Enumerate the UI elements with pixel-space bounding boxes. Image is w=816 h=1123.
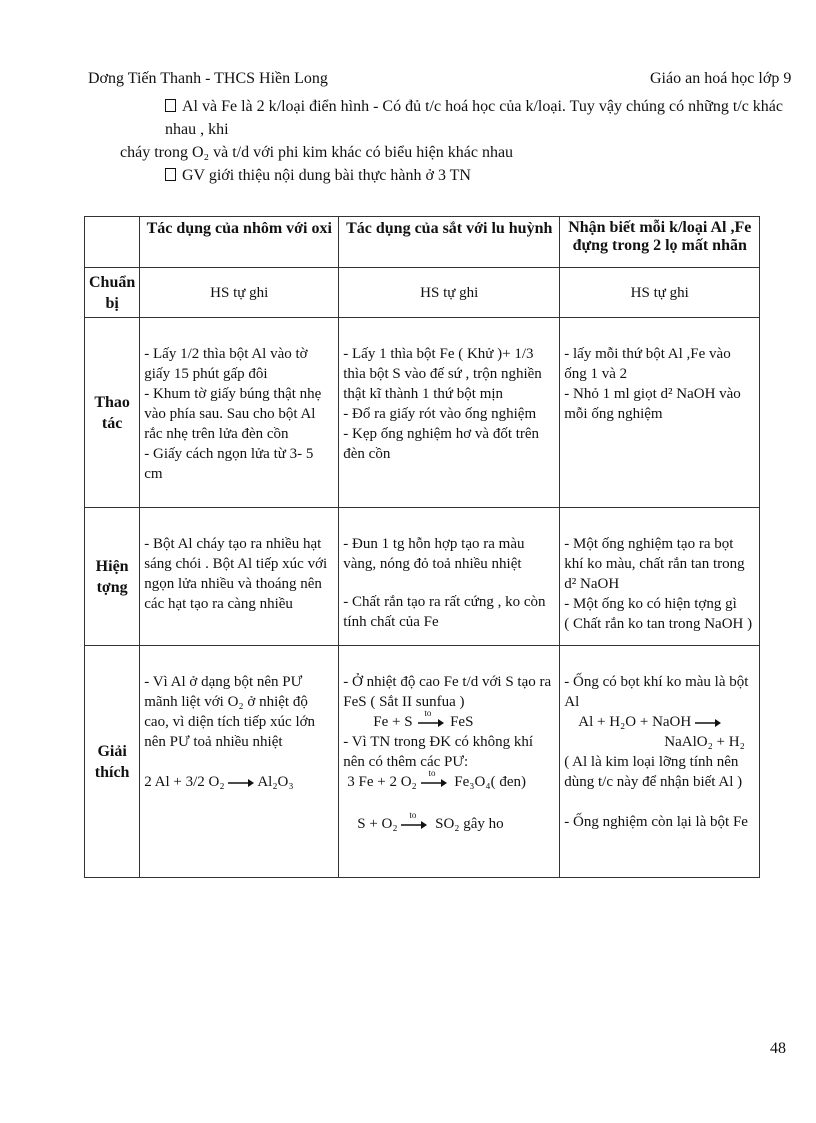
equation xyxy=(144,772,334,792)
cell-line: - Một ống nghiệm tạo ra bọt khí ko màu, chất rắn tan trong d² NaOH xyxy=(564,536,745,592)
eq-cond: to xyxy=(428,768,436,778)
cell-line: - Lấy 1 thìa bột Fe ( Khử )+ 1/3 thìa bột S vào đế sứ , trộn nghiền thật kĩ thành 1 thứ bột mịn xyxy=(343,346,542,402)
table-cell xyxy=(560,508,760,646)
cell-line: - Một ống ko có hiện tợng gì xyxy=(564,596,737,612)
table-cell xyxy=(560,646,760,878)
checkbox-bullet-icon xyxy=(165,99,176,112)
cell-line: ( Chất rắn ko tan trong NaOH ) xyxy=(564,616,753,632)
cell-line: - Lấy 1/2 thìa bột Al vào tờ giấy 15 phút gấp đôi xyxy=(144,346,308,382)
cell-line: - Vì TN trong ĐK có không khí nên có thêm các PƯ: xyxy=(343,734,534,770)
table-cell xyxy=(560,318,760,508)
intro xyxy=(120,95,800,187)
equation xyxy=(343,810,555,834)
eq-cond: to xyxy=(409,810,417,820)
cell-line: - Đổ ra giấy rót vào ống nghiệm xyxy=(343,406,537,422)
reaction-arrow-icon xyxy=(228,778,254,788)
table-row-prep xyxy=(85,268,760,318)
table-cell xyxy=(339,318,560,508)
eq-lhs: Fe + S xyxy=(373,714,413,730)
table-header-row xyxy=(85,217,760,268)
header-empty-cell xyxy=(85,217,140,268)
table-cell xyxy=(339,508,560,646)
lab-table xyxy=(84,216,760,878)
row-label: Thao tác xyxy=(85,318,140,508)
table-cell: HS tự ghi xyxy=(140,268,339,318)
col-header: Nhận biết mỗi k/loại Al ,Fe đựng trong 2 lọ mất nhãn xyxy=(560,217,760,268)
cell-line: - lấy mỗi thứ bột Al ,Fe vào ống 1 và 2 xyxy=(564,346,731,382)
table-cell: HS tự ghi xyxy=(560,268,760,318)
cell-line: - Bột Al cháy tạo ra nhiều hạt sáng chói . Bột Al tiếp xúc với ngọn lửa nhiều và thoáng nên các hạt tạo ra càng nhiều xyxy=(144,536,328,612)
col-header: Tác dụng của nhôm với oxi xyxy=(140,217,339,268)
row-label: Hiện tợng xyxy=(85,508,140,646)
cell-line: - Ống nghiệm còn lại là bột Fe xyxy=(564,814,748,830)
table-cell xyxy=(339,646,560,878)
table-row-explanation xyxy=(85,646,760,878)
reaction-condition xyxy=(421,768,451,792)
table-cell xyxy=(140,508,339,646)
col-header: Tác dụng của sắt với lu huỳnh xyxy=(339,217,560,268)
eq-rhs: Al₂O₃ xyxy=(257,774,294,790)
table-row-procedure xyxy=(85,318,760,508)
reaction-condition xyxy=(401,810,431,834)
intro-line2: cháy trong O₂ và t/d với phi kim khác có biểu hiện khác nhau xyxy=(120,144,514,161)
eq-rhs: SO₂ gây ho xyxy=(435,816,504,832)
eq-rhs: NaAlO₂ + H₂ xyxy=(664,734,745,750)
page-number: 48 xyxy=(770,1040,786,1057)
cell-line: ( Al là kim loại lỡng tính nên dùng t/c này để nhận biết Al ) xyxy=(564,754,743,790)
eq-lhs: 3 Fe + 2 O₂ xyxy=(347,774,417,790)
cell-line: - Giấy cách ngọn lửa từ 3- 5 cm xyxy=(144,446,314,482)
checkbox-bullet-icon xyxy=(165,168,176,181)
cell-line: - Khum tờ giấy búng thật nhẹ vào phía sau. Sau cho bột Al rắc nhẹ trên lửa đèn cồn xyxy=(144,386,322,442)
intro-line3: GV giới thiệu nội dung bài thực hành ở 3 TN xyxy=(182,167,471,184)
equation xyxy=(564,712,755,732)
eq-cond: to xyxy=(424,708,432,718)
row-label: Giải thích xyxy=(85,646,140,878)
header-title: Giáo an hoá học lớp 9 xyxy=(650,70,792,87)
reaction-condition xyxy=(416,708,446,732)
eq-lhs: 2 Al + 3/2 O₂ xyxy=(144,774,225,790)
intro-line1: Al và Fe là 2 k/loại điển hình - Có đủ t/c hoá học của k/loại. Tuy vậy chúng có những t/c khác nhau , khi xyxy=(165,98,784,138)
eq-lhs: S + O₂ xyxy=(357,816,398,832)
table-cell xyxy=(140,318,339,508)
eq-lhs: Al + H₂O + NaOH xyxy=(578,714,692,730)
row-label: Chuẩn bị xyxy=(85,268,140,318)
equation xyxy=(343,708,555,732)
cell-line: - Ống có bọt khí ko màu là bột Al xyxy=(564,674,749,710)
table-cell: HS tự ghi xyxy=(339,268,560,318)
header-author: Dơng Tiến Thanh - THCS Hiền Long xyxy=(88,70,328,87)
cell-line: - Ở nhiệt độ cao Fe t/d với S tạo ra FeS ( Sắt II sunfua ) xyxy=(343,674,552,710)
cell-line: - Kẹp ống nghiệm hơ và đốt trên đèn cồn xyxy=(343,426,540,462)
equation xyxy=(343,768,555,792)
reaction-arrow-icon xyxy=(695,718,721,728)
table-row-phenomenon xyxy=(85,508,760,646)
cell-line: - Chất rắn tạo ra rất cứng , ko còn tính chất của Fe xyxy=(343,594,546,630)
eq-rhs: Fe₃O₄( đen) xyxy=(454,774,526,790)
cell-line: - Đun 1 tg hỗn hợp tạo ra màu vàng, nóng đỏ toả nhiều nhiệt xyxy=(343,536,525,572)
cell-line: - Vì Al ở dạng bột nên PƯ mãnh liệt với O₂ ở nhiệt độ cao, vì diện tích tiếp xúc lớn nên PƯ toả nhiều nhiệt xyxy=(144,674,316,750)
table-cell xyxy=(140,646,339,878)
eq-rhs: FeS xyxy=(450,714,474,730)
cell-line: - Nhỏ 1 ml giọt d² NaOH vào mỗi ống nghiệm xyxy=(564,386,741,422)
